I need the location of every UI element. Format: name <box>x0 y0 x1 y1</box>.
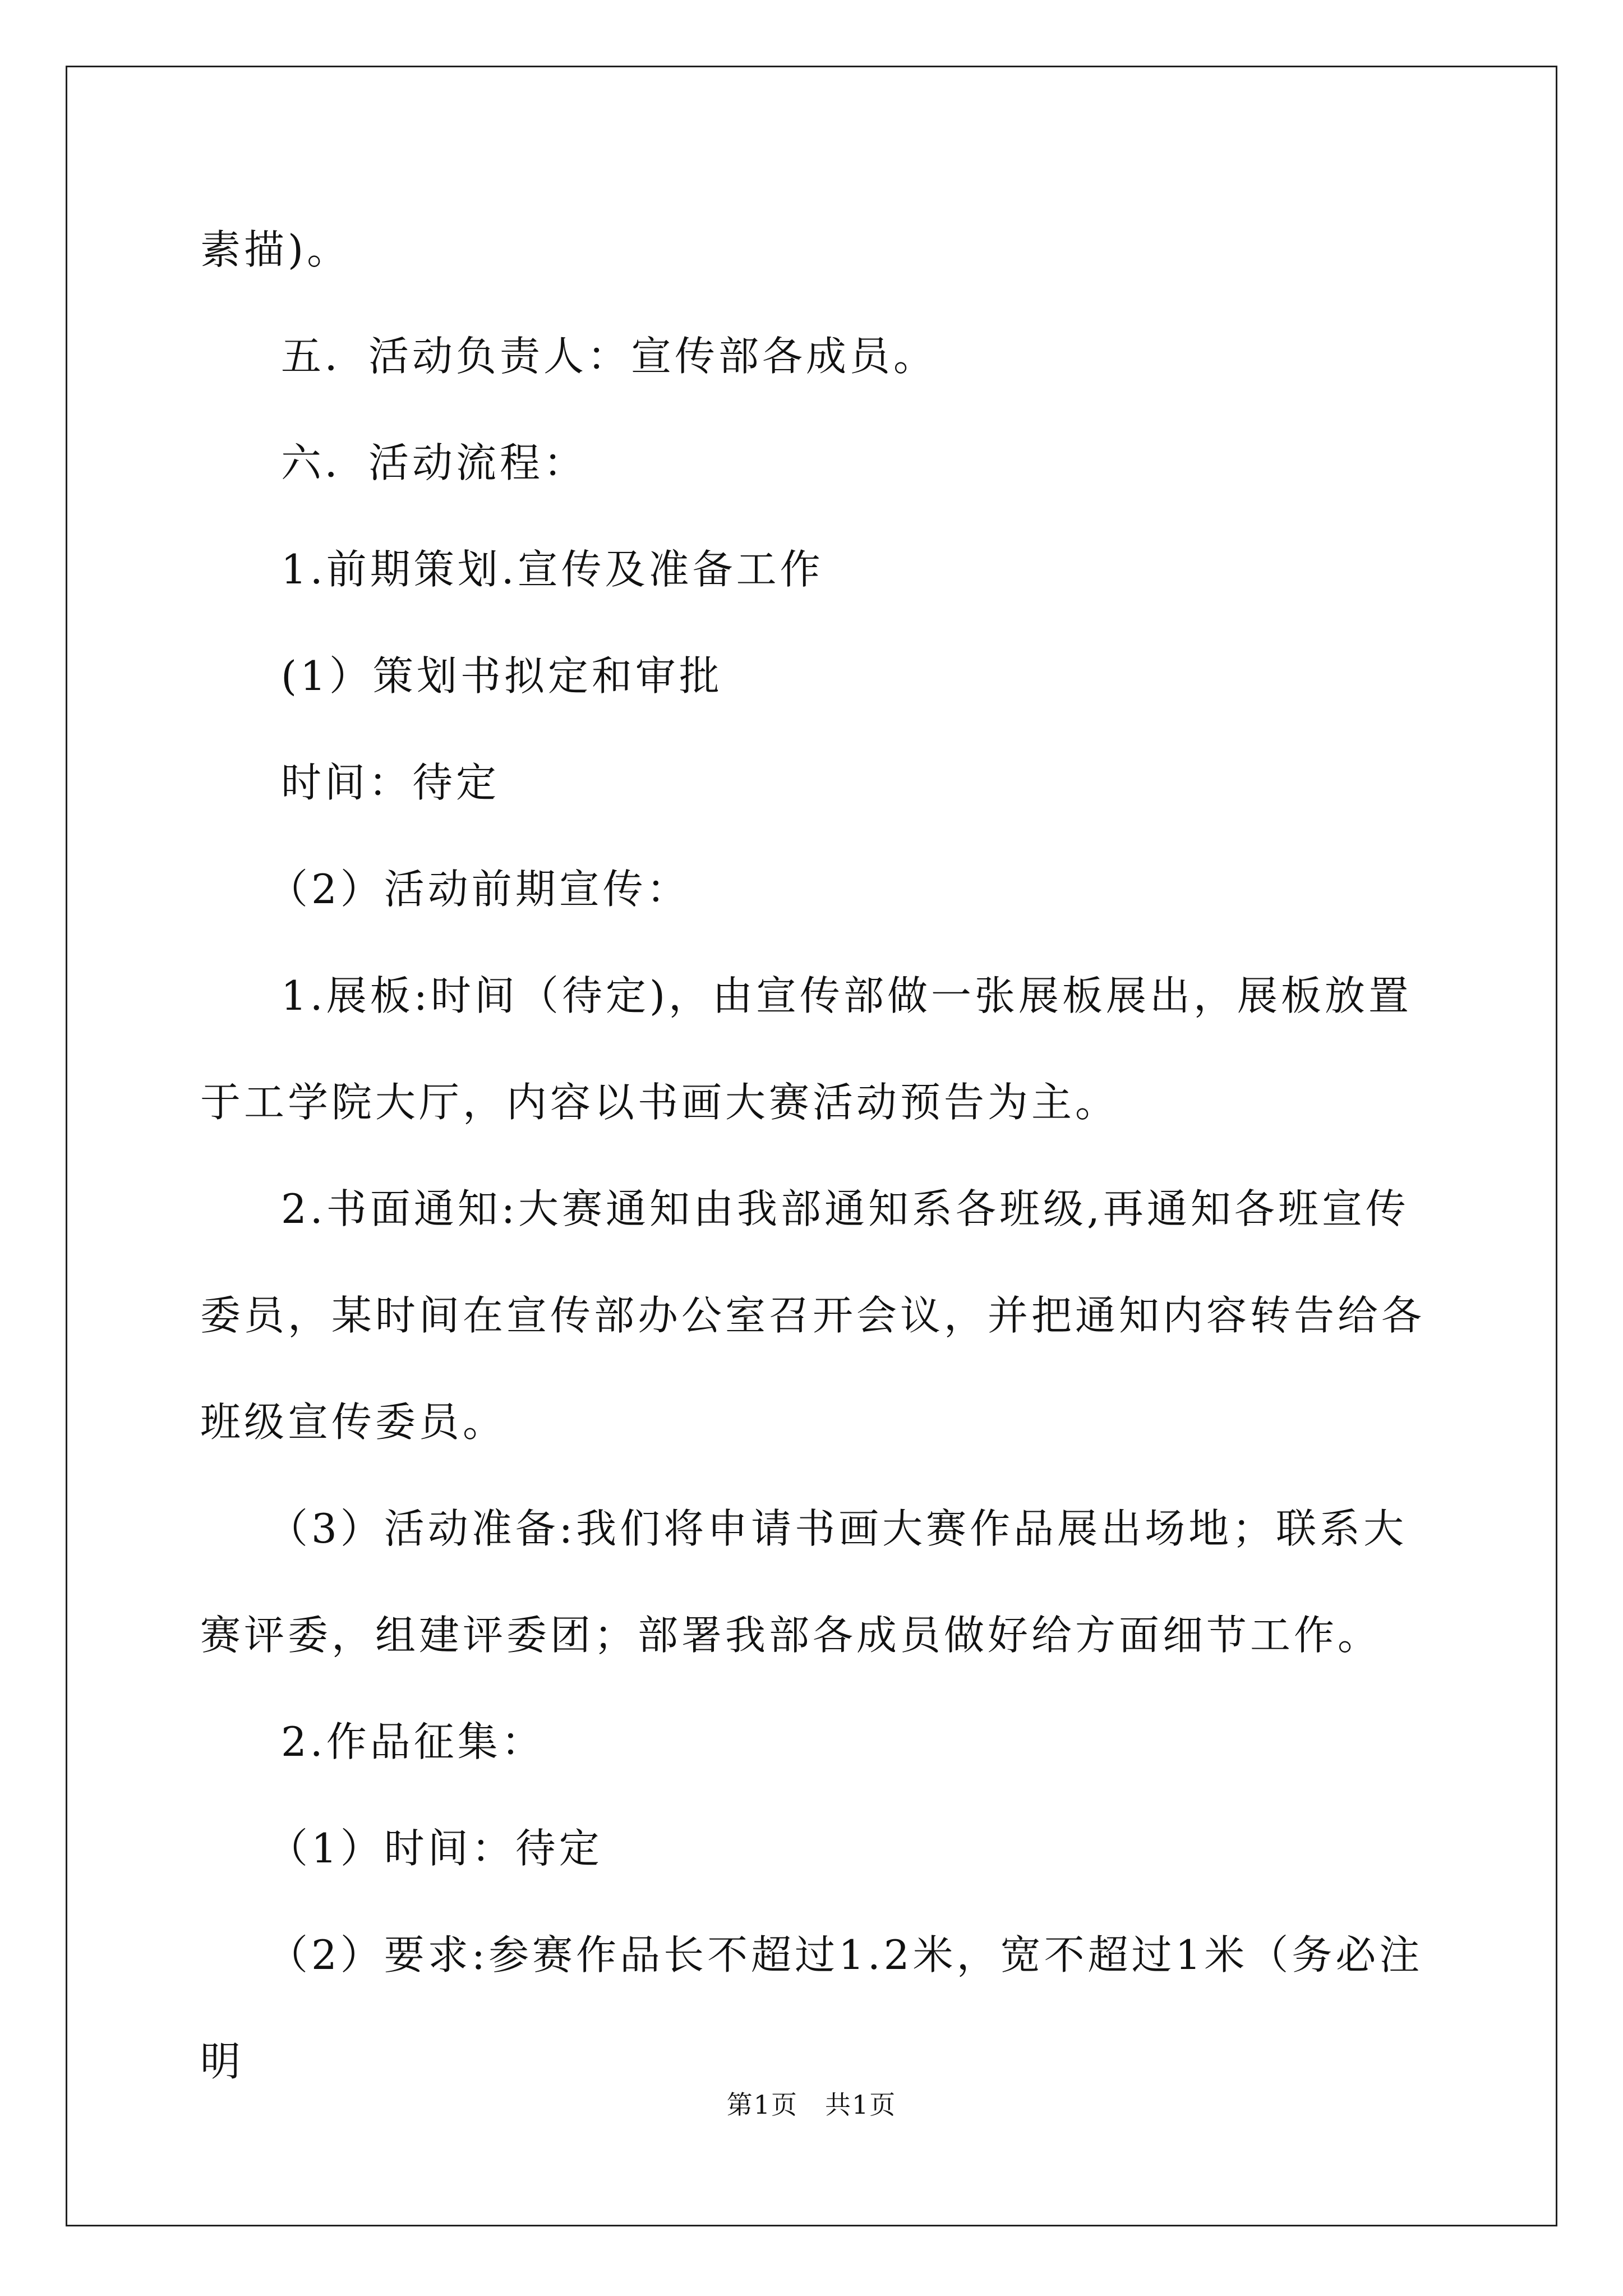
paragraph-13: （2）要求:参赛作品长不超过1.2米，宽不超过1米（务必注明 <box>200 1931 1423 2085</box>
paragraph-7: （2）活动前期宣传： <box>268 866 690 913</box>
paragraph-10: （3）活动准备:我们将申请书画大赛作品展出场地；联系大赛评委，组建评委团；部署我部各成员做好给方面细节工作。 <box>200 1505 1408 1659</box>
paragraph-1: 素描)。 <box>200 226 351 273</box>
paragraph-12: （1）时间：待定 <box>268 1825 603 1872</box>
paragraph-5: (1）策划书拟定和审批 <box>281 652 723 700</box>
paragraph-2: 五．活动负责人：宣传部各成员。 <box>281 333 938 380</box>
page-number-footer: 第1页 共1页 <box>726 2090 897 2120</box>
paragraph-11: 2.作品征集： <box>281 1718 545 1765</box>
paragraph-3: 六．活动流程： <box>281 439 588 486</box>
paragraph-6: 时间：待定 <box>281 759 500 806</box>
paragraph-4: 1.前期策划.宣传及准备工作 <box>281 546 824 593</box>
paragraph-9: 2.书面通知:大赛通知由我部通知系各班级,再通知各班宣传委员，某时间在宣传部办公室召开会议，并把通知内容转告给各班级宣传委员。 <box>200 1185 1426 1446</box>
paragraph-8: 1.展板:时间（待定)，由宣传部做一张展板展出，展板放置于工学院大厅，内容以书画大赛活动预告为主。 <box>200 972 1413 1126</box>
document-body <box>200 196 1428 2115</box>
